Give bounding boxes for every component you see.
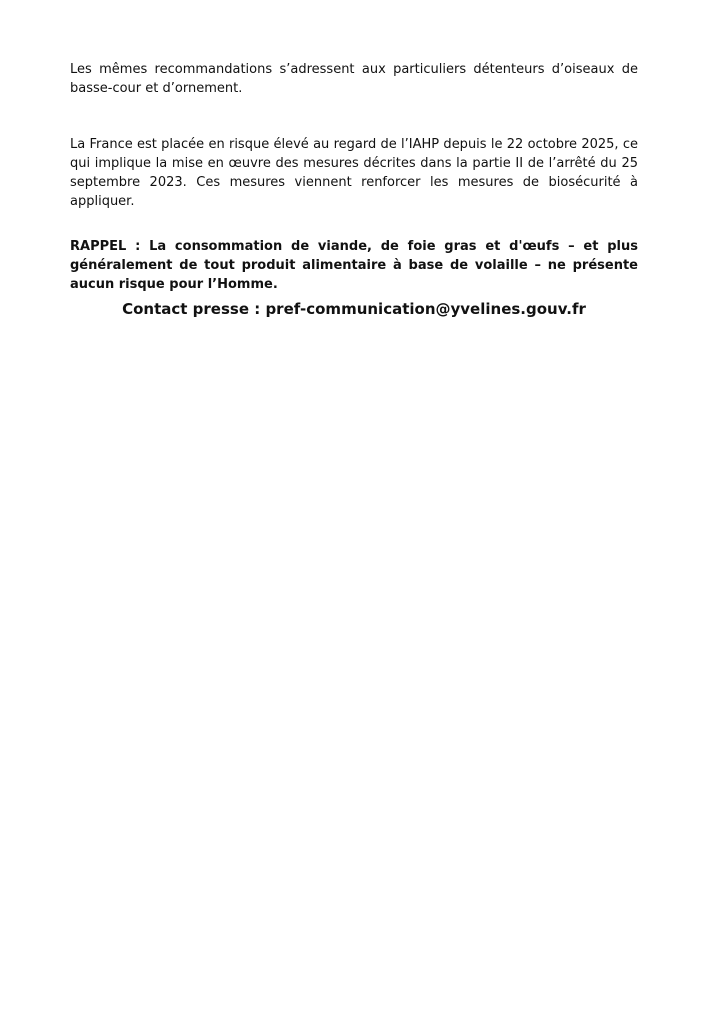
paragraph-reminder: RAPPEL : La consommation de viande, de foie gras et d'œufs – et plus généralement de tout produit alimentaire à base de volaille – ne présente aucun risque pour l’Homme. bbox=[70, 239, 638, 292]
press-contact: Contact presse : pref-communication@yvelines.gouv.fr bbox=[122, 300, 586, 318]
document-body bbox=[70, 60, 638, 294]
paragraph-risk-level: La France est placée en risque élevé au regard de l’IAHP depuis le 22 octobre 2025, ce qui implique la mise en œuvre des mesures décrites dans la partie II de l’arrêté du 25 septembre 2023. Ces mesures viennent renforcer les mesures de biosécurité à appliquer. bbox=[70, 137, 638, 209]
paragraph-poultry-owners: Les mêmes recommandations s’adressent aux particuliers détenteurs d’oiseaux de basse-cour et d’ornement. bbox=[70, 62, 638, 96]
